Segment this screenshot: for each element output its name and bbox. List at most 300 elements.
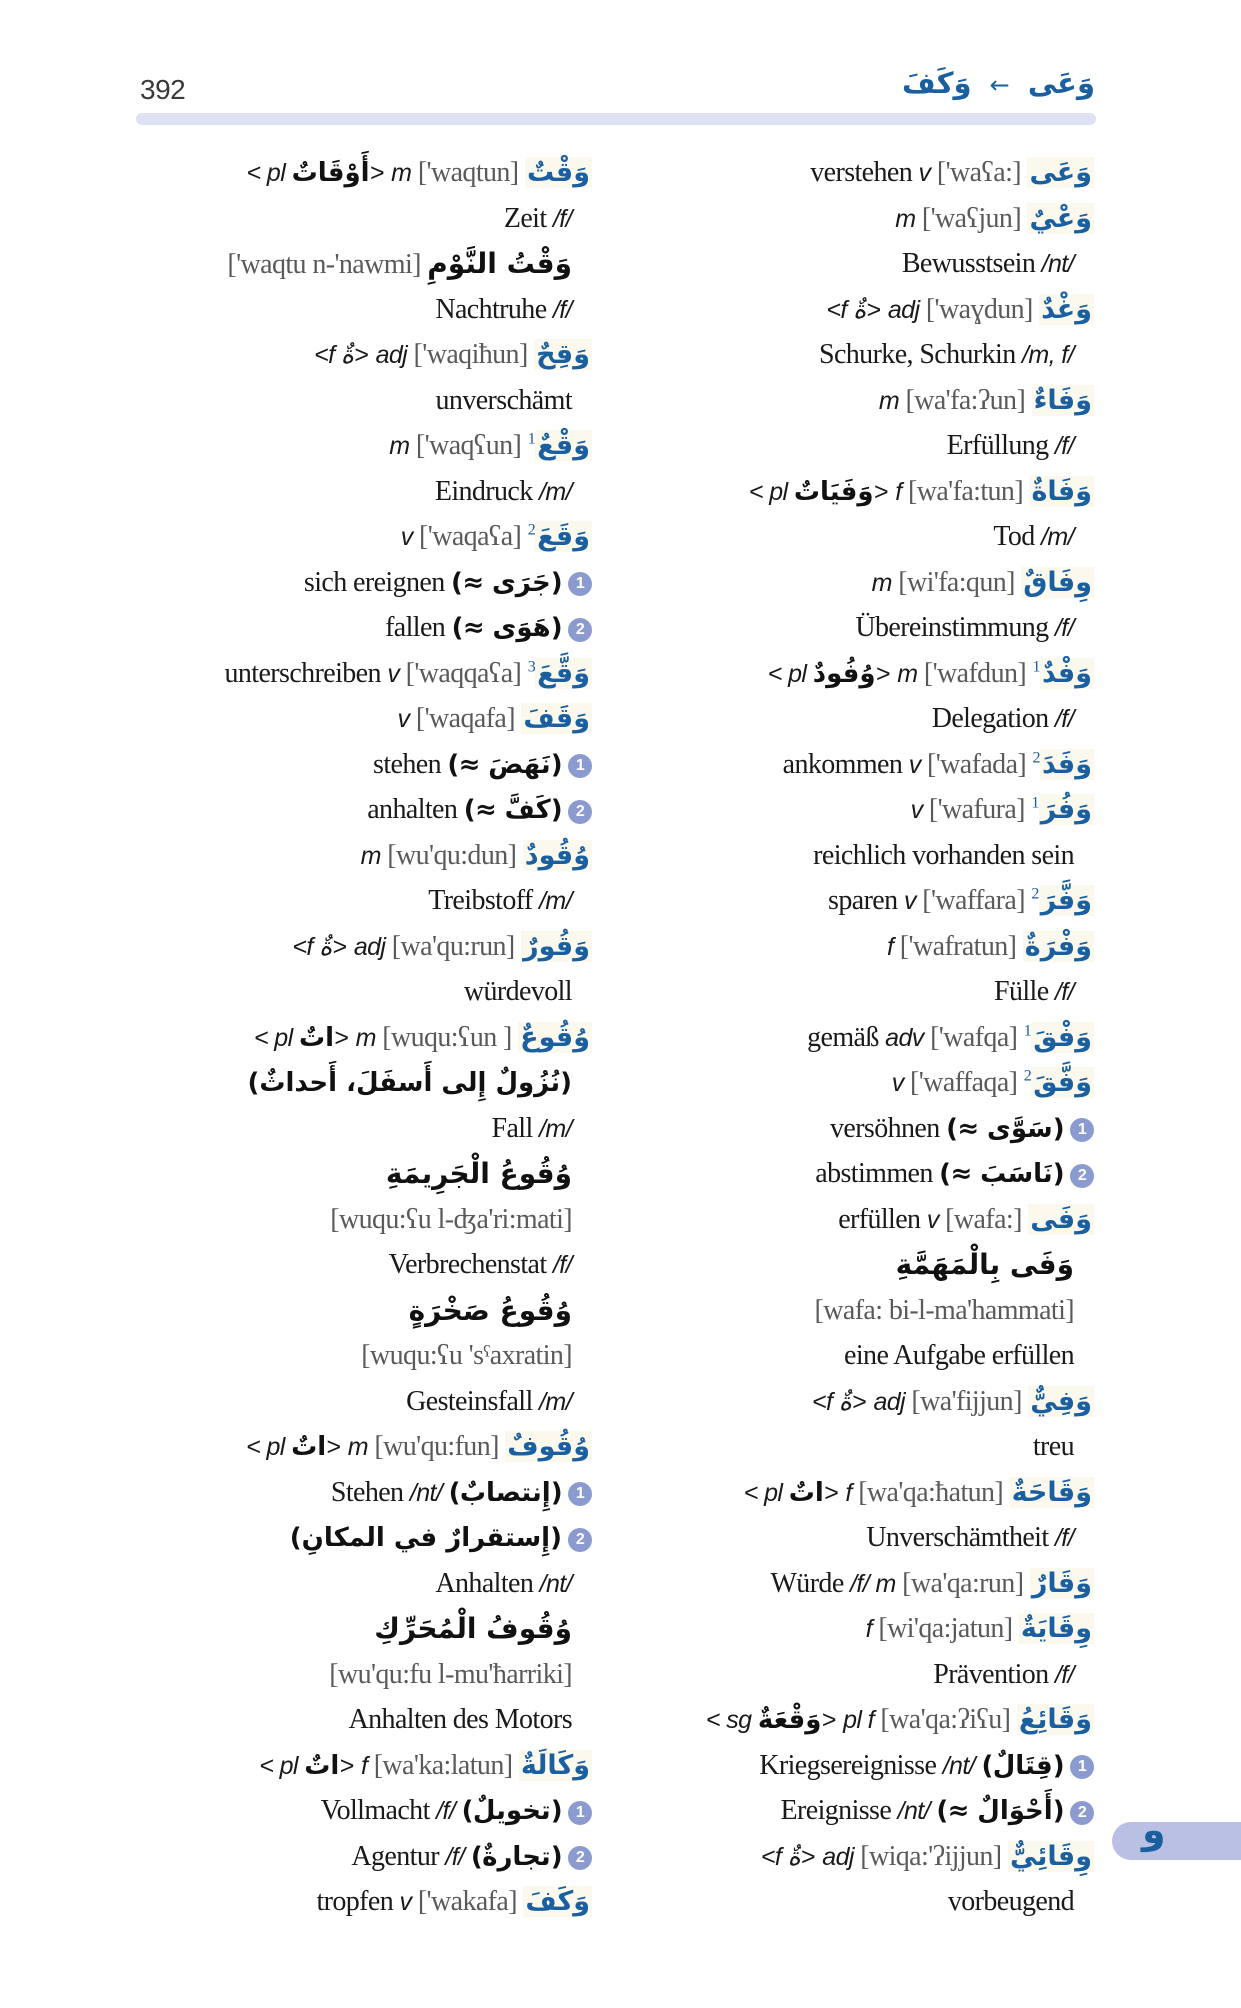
entry-line: [630, 1106, 1094, 1152]
thumb-index-tab[interactable]: [1112, 1808, 1241, 1860]
part-of-speech: f: [865, 1615, 872, 1643]
headword[interactable]: وَفَاةٌ: [1031, 475, 1092, 507]
entry-line: [630, 378, 1094, 424]
inflection-close: >: [339, 1751, 354, 1780]
translation: Verbrechenstat: [388, 1249, 547, 1280]
pronunciation: [wiqa:'ʔijjun]: [860, 1840, 1002, 1872]
sense-number-badge: 1: [568, 754, 592, 778]
pronunciation: [wa'qa:run]: [902, 1567, 1024, 1599]
entry-line: [132, 833, 592, 879]
headword[interactable]: وَقَفَ: [523, 703, 590, 734]
entry-line: [630, 469, 1094, 515]
entry-line: [630, 1515, 1094, 1561]
sense-number-badge: 2: [568, 800, 592, 824]
gender-label: /f/: [1054, 1524, 1074, 1552]
entry-line: [132, 1288, 592, 1334]
pronunciation: ['waqʕun]: [415, 430, 522, 461]
part-of-speech: m: [897, 659, 918, 688]
part-of-speech: adj: [375, 341, 408, 369]
headword[interactable]: وَقَّعَ: [537, 657, 590, 689]
homograph-number: 2: [1023, 1067, 1032, 1085]
translation: Stehen: [330, 1476, 404, 1508]
part-of-speech: m: [878, 386, 900, 415]
headword[interactable]: وَفُرَ: [1040, 794, 1092, 825]
entry-line: [132, 1015, 592, 1061]
headword[interactable]: وَقِحٌ: [536, 339, 590, 370]
translation: Vollmacht: [320, 1795, 430, 1826]
translation: unverschämt: [435, 384, 572, 416]
entry-line: [630, 1242, 1094, 1288]
translation: ankommen: [782, 748, 903, 780]
part-of-speech: m: [355, 1023, 376, 1052]
pronunciation: [wuqu:ʕun ]: [382, 1021, 512, 1053]
entry-line: [630, 150, 1094, 196]
gender-label: /f/: [1054, 432, 1074, 460]
translation: vorbeugend: [947, 1886, 1074, 1917]
entry-line: [630, 878, 1094, 924]
inflection-form: اتٌ: [291, 1432, 327, 1462]
synonym: (تجارةٌ): [470, 1841, 562, 1872]
arabic-phrase: وُقُوعُ صَخْرَةٍ: [408, 1293, 572, 1327]
translation: versöhnen: [829, 1112, 940, 1144]
headword[interactable]: وَقْتٌ: [526, 157, 590, 188]
synonym: (≈ أَحْوَالٌ): [936, 1796, 1064, 1826]
gender-label: /f/: [552, 204, 572, 233]
homograph-number: 1: [1032, 658, 1040, 676]
entry-line: [132, 742, 592, 788]
part-of-speech: v: [397, 705, 410, 733]
headword[interactable]: وَقَارٌ: [1031, 1567, 1092, 1599]
pronunciation: ['waffaqa]: [910, 1067, 1018, 1098]
translation: unterschreiben: [224, 657, 381, 689]
translation: verstehen: [810, 157, 913, 188]
gender-label: /m/: [539, 1114, 572, 1143]
part-of-speech: m: [895, 204, 916, 233]
headword[interactable]: وَقَاحَةٌ: [1011, 1476, 1092, 1508]
gender-label: /f/: [552, 295, 572, 324]
entry-line: [132, 560, 592, 606]
entry-line: [630, 1424, 1094, 1470]
feminine-form: <f ةٌ>: [826, 295, 881, 324]
translation: Unverschämtheit: [866, 1522, 1049, 1553]
entry-line: [630, 1743, 1094, 1789]
inflection-label: < sg: [705, 1706, 752, 1734]
entry-line: [132, 969, 592, 1015]
headword[interactable]: وِقَائِيٌّ: [1009, 1840, 1092, 1872]
entry-line: [132, 514, 592, 560]
arabic-phrase: وَفَى بِالْمَهَمَّةِ: [895, 1248, 1074, 1281]
part-of-speech: m: [360, 841, 381, 870]
pronunciation: ['wafdun]: [923, 657, 1027, 689]
part-of-speech: v: [400, 523, 413, 551]
entry-line: [630, 787, 1094, 833]
synonym: (نُزُولٌ إِلى أَسفَلَ، أَحداثٌ): [247, 1068, 572, 1098]
entry-line: [630, 1288, 1094, 1334]
inflection-close: >: [334, 1023, 349, 1052]
homograph-number: 2: [527, 521, 536, 539]
inflection-label: < pl: [253, 1023, 293, 1052]
gender-label: /f/: [445, 1842, 465, 1871]
part-of-speech: m: [389, 432, 410, 460]
pronunciation: ['wafqa]: [930, 1021, 1018, 1053]
translation: Schurke, Schurkin: [818, 339, 1016, 370]
part-of-speech: v: [918, 159, 931, 187]
homograph-number: 3: [527, 658, 536, 676]
part-of-speech: m: [871, 568, 892, 597]
gender-label: /nt/: [1041, 250, 1074, 278]
entry-line: [630, 651, 1094, 697]
headword[interactable]: وَفَى: [1030, 1203, 1092, 1235]
entry-line: [132, 924, 592, 970]
header-rule: [136, 113, 1096, 125]
entry-line: [630, 1333, 1094, 1379]
pronunciation: ['waqafa]: [415, 703, 515, 734]
sense-number-badge: 2: [568, 1528, 592, 1552]
headword[interactable]: وَفَاءٌ: [1033, 384, 1092, 416]
part-of-speech: f: [895, 477, 902, 506]
translation: Anhalten des Motors: [348, 1704, 572, 1735]
headword[interactable]: وَفِيٌّ: [1030, 1385, 1092, 1417]
inflection-form: وَقْعَةٌ: [757, 1705, 822, 1735]
synonym: (≈ سَوَّى): [946, 1113, 1064, 1144]
running-head-last-entry: وَكَفَ: [902, 66, 972, 100]
entry-line: [132, 1561, 592, 1607]
inflection-form: اتٌ: [788, 1477, 824, 1508]
translation: stehen: [373, 748, 441, 780]
entry-line: [132, 1515, 592, 1561]
thumb-index-letter: و: [1142, 1808, 1166, 1852]
pronunciation: ['waqtu n-'nawmi]: [227, 249, 421, 280]
pronunciation: ['waqtun]: [417, 157, 519, 188]
entry-line: [630, 423, 1094, 469]
entry-line: [630, 241, 1094, 287]
translation: Würde: [770, 1567, 844, 1599]
translation: sich ereignen: [303, 566, 445, 598]
headword[interactable]: وَقَائِعُ: [1018, 1704, 1092, 1735]
headword[interactable]: وُقُودٌ: [524, 839, 590, 871]
translation: treu: [1032, 1431, 1074, 1462]
headword[interactable]: وَفْرَةٌ: [1024, 930, 1092, 962]
entry-line: [132, 651, 592, 697]
entry-line: [132, 378, 592, 424]
headword[interactable]: وِقَايَةٌ: [1020, 1613, 1092, 1644]
translation: Übereinstimmung: [855, 612, 1049, 643]
entry-line: [132, 1106, 592, 1152]
pronunciation: ['waqqaʕa]: [405, 657, 522, 689]
headword[interactable]: وَقْعٌ: [537, 430, 590, 461]
entry-line: [132, 696, 592, 742]
entry-line: [630, 1652, 1094, 1698]
sense-number-badge: 1: [1070, 1118, 1094, 1142]
inflection-form: اتٌ: [298, 1022, 335, 1053]
headword[interactable]: وَقَعَ: [537, 521, 590, 552]
inflection-label: < pl: [748, 477, 788, 506]
entry-line: [132, 1197, 592, 1243]
entry-line: [132, 605, 592, 651]
translation: eine Aufgabe erfüllen: [844, 1340, 1074, 1371]
gender-label: /f/: [552, 1251, 572, 1279]
part-of-speech: f: [360, 1751, 368, 1780]
gender-label: /f/: [850, 1569, 870, 1598]
inflection-form: وَفَيَاتٌ: [793, 476, 874, 507]
entry-line: [630, 1379, 1094, 1425]
entry-line: [132, 1606, 592, 1652]
entry-line: [630, 1697, 1094, 1743]
gender-label: /f/: [1054, 614, 1074, 642]
arabic-phrase: وُقُوعُ الْجَرِيمَةِ: [385, 1157, 572, 1190]
entry-line: [630, 1060, 1094, 1106]
entry-line: [132, 1788, 592, 1834]
entry-line: [132, 787, 592, 833]
headword[interactable]: وُقُوعٌ: [520, 1021, 590, 1053]
headword[interactable]: وَقُورٌ: [523, 930, 590, 962]
translation: Eindruck: [434, 475, 533, 507]
translation: Agentur: [351, 1840, 439, 1872]
pronunciation: ['waqiħun]: [413, 339, 528, 370]
gender-label: /nt/: [942, 1751, 976, 1780]
entry-line: [630, 696, 1094, 742]
pronunciation: [wafa:]: [945, 1203, 1022, 1235]
headword[interactable]: وُقُوفٌ: [507, 1431, 590, 1462]
pronunciation: ['wafada]: [927, 748, 1027, 780]
part-of-speech: adv: [885, 1023, 924, 1052]
pronunciation: [wu'qu:fu l-mu'ħarriki]: [329, 1658, 572, 1690]
pronunciation: [wi'qa:jatun]: [878, 1613, 1013, 1644]
translation: Anhalten: [435, 1567, 534, 1599]
inflection-close: >: [821, 1706, 837, 1734]
entry-line: [132, 1470, 592, 1516]
entry-line: [132, 469, 592, 515]
pronunciation: [wa'qa:ʔiʕu]: [880, 1704, 1011, 1735]
entry-line: [630, 1834, 1094, 1880]
entry-line: [132, 1060, 592, 1106]
sense-number-badge: 1: [568, 1482, 592, 1506]
part-of-speech: m: [347, 1433, 368, 1461]
pronunciation: ['wafratun]: [899, 930, 1017, 962]
entry-line: [630, 1561, 1094, 1607]
pronunciation: ['wakafa]: [417, 1886, 517, 1917]
part-of-speech: f: [887, 932, 894, 961]
headword[interactable]: وِفَاقٌ: [1023, 566, 1092, 598]
entry-line: [132, 287, 592, 333]
homograph-number: 2: [1032, 749, 1040, 767]
entry-line: [132, 423, 592, 469]
gender-label: /f/: [1054, 705, 1074, 733]
pronunciation: [wi'fa:qun]: [898, 566, 1015, 598]
part-of-speech: adj: [873, 1387, 905, 1416]
headword[interactable]: وَكَفَ: [525, 1886, 590, 1917]
inflection-close: >: [875, 659, 891, 688]
translation: Tod: [993, 521, 1035, 552]
translation: gemäß: [807, 1021, 879, 1053]
feminine-form: <f ةٌ>: [292, 932, 347, 961]
headword[interactable]: وَفْدٌ: [1041, 657, 1092, 689]
entry-line: [630, 924, 1094, 970]
synonym: (≈ نَاسَبَ): [939, 1159, 1064, 1189]
feminine-form: <f ةٌ>: [314, 341, 369, 369]
entry-line: [630, 742, 1094, 788]
sense-number-badge: 2: [1070, 1801, 1094, 1825]
inflection-label: < pl: [246, 1433, 285, 1461]
synonym: (تخويلٌ): [461, 1796, 562, 1826]
translation: sparen: [828, 885, 898, 916]
entry-line: [630, 1015, 1094, 1061]
part-of-speech: v: [891, 1069, 904, 1097]
headword[interactable]: وَفْقَ: [1033, 1021, 1092, 1053]
entry-line: [630, 833, 1094, 879]
synonym: (≈ كَفَّ): [463, 795, 562, 825]
sense-number-badge: 2: [568, 618, 592, 642]
part-of-speech: adj: [822, 1842, 854, 1871]
gender-label: /f/: [1054, 978, 1074, 1006]
inflection-label: < pl: [246, 159, 286, 187]
entry-line: [630, 560, 1094, 606]
pronunciation: ['waʕjun]: [921, 202, 1022, 234]
synonym: (إِستقرارٌ في المكانِ): [289, 1523, 562, 1553]
entry-line: [132, 241, 592, 287]
translation: Bewusstsein: [901, 248, 1036, 279]
pronunciation: [wa'qu:run]: [391, 930, 515, 962]
entry-line: [630, 1197, 1094, 1243]
feminine-form: <f ةٌ>: [812, 1387, 867, 1416]
inflection-close: >: [326, 1433, 341, 1461]
inflection-form: وُفُودٌ: [812, 658, 876, 689]
synonym: (قِتَالٌ): [981, 1750, 1064, 1781]
pronunciation: [wa'ka:latun]: [373, 1749, 513, 1781]
feminine-form: <f ةٌ>: [760, 1842, 816, 1871]
entry-line: [132, 332, 592, 378]
pronunciation: [wa'fa:ʔun]: [905, 384, 1026, 416]
translation: Treibstoff: [428, 885, 533, 916]
inflection-close: >: [823, 1478, 839, 1507]
homograph-number: 1: [1031, 794, 1039, 812]
pronunciation: [wa'fijjun]: [911, 1385, 1022, 1417]
entry-line: [132, 1834, 592, 1880]
entry-line: [630, 1606, 1094, 1652]
gender-label: /f/: [1054, 1660, 1074, 1689]
entry-line: [132, 196, 592, 242]
page-number: 392: [140, 74, 186, 105]
headword[interactable]: وَفَدَ: [1041, 748, 1092, 780]
entry-line: [132, 1879, 592, 1925]
translation: Kriegsereignisse: [759, 1749, 937, 1781]
headword[interactable]: وَفَّقَ: [1033, 1067, 1092, 1098]
sense-number-badge: 2: [1070, 1164, 1094, 1188]
headword[interactable]: وَعَى: [1029, 157, 1092, 188]
inflection-close: >: [873, 477, 889, 506]
translation: Prävention: [933, 1658, 1049, 1690]
entry-line: [132, 1151, 592, 1197]
running-head-first-entry: وَعَى: [1027, 66, 1095, 100]
gender-label: /nt/: [539, 1569, 572, 1598]
right-column: [630, 150, 1094, 1925]
synonym: (≈ نَهَضَ): [447, 749, 562, 780]
inflection-label: < pl: [259, 1751, 298, 1780]
headword[interactable]: وَكَالَةٌ: [520, 1749, 590, 1781]
inflection-close: >: [369, 159, 385, 187]
pronunciation: [wuqu:ʕu l-ʤa'ri:mati]: [330, 1203, 572, 1235]
entry-line: [132, 1242, 592, 1288]
entry-line: [132, 1424, 592, 1470]
inflection-form: اتٌ: [304, 1750, 340, 1781]
gender-label: /m, f/: [1022, 341, 1074, 369]
translation: Fülle: [993, 976, 1049, 1007]
gender-label: /nt/: [409, 1478, 443, 1507]
entry-line: [630, 1788, 1094, 1834]
entry-line: [630, 1151, 1094, 1197]
homograph-number: 2: [1031, 885, 1039, 903]
translation: reichlich vorhanden sein: [813, 839, 1074, 871]
homograph-number: 1: [527, 430, 536, 448]
sense-number-badge: 1: [568, 572, 592, 596]
translation: abstimmen: [815, 1158, 933, 1189]
translation: Erfüllung: [946, 430, 1049, 461]
part-of-speech: v: [908, 750, 921, 779]
translation: fallen: [385, 612, 446, 643]
translation: Delegation: [931, 703, 1049, 734]
pronunciation: [wa'fa:tun]: [907, 475, 1024, 507]
translation: würdevoll: [463, 976, 572, 1007]
headword[interactable]: وَعْيٌ: [1029, 202, 1092, 234]
sense-number-badge: 1: [568, 1801, 592, 1825]
gender-label: /m/: [539, 1387, 572, 1416]
translation: Zeit: [503, 202, 547, 234]
translation: tropfen: [316, 1886, 394, 1917]
part-of-speech: m: [875, 1569, 896, 1598]
pronunciation: ['waqaʕa]: [419, 521, 522, 552]
entry-line: [132, 1379, 592, 1425]
sense-number-badge: 2: [568, 1846, 592, 1870]
synonym: (≈ جَرَى): [451, 567, 562, 598]
headword[interactable]: وَفَّرَ: [1040, 885, 1092, 916]
part-of-speech: pl f: [843, 1706, 875, 1734]
pronunciation: [wu'qu:fun]: [374, 1431, 499, 1462]
translation: anhalten: [367, 794, 458, 825]
gender-label: /f/: [436, 1797, 456, 1825]
entry-line: [630, 332, 1094, 378]
entry-line: [630, 196, 1094, 242]
sense-number-badge: 1: [1070, 1755, 1094, 1779]
running-head: [902, 66, 1095, 100]
part-of-speech: v: [903, 887, 916, 915]
gender-label: /m/: [539, 887, 572, 915]
part-of-speech: v: [926, 1205, 939, 1234]
part-of-speech: v: [910, 796, 923, 824]
inflection-label: < pl: [767, 659, 807, 688]
entry-line: [630, 1470, 1094, 1516]
translation: Ereignisse: [780, 1795, 892, 1826]
gender-label: /m/: [539, 477, 572, 506]
pronunciation: ['waffara]: [922, 885, 1025, 916]
part-of-speech: m: [391, 159, 412, 187]
translation: erfüllen: [838, 1203, 921, 1235]
part-of-speech: f: [845, 1478, 852, 1507]
translation: Nachtruhe: [435, 293, 547, 325]
pronunciation: [wafa: bi-l-ma'hammati]: [814, 1294, 1074, 1326]
headword[interactable]: وَغْدٌ: [1041, 293, 1092, 325]
part-of-speech: v: [399, 1888, 412, 1916]
entry-line: [132, 1743, 592, 1789]
part-of-speech: adj: [353, 932, 386, 961]
entry-line: [630, 1879, 1094, 1925]
left-column: [132, 150, 592, 1925]
pronunciation: [wuqu:ʕu 'sˤaxratin]: [361, 1340, 572, 1371]
pronunciation: [wa'qa:ħatun]: [858, 1476, 1004, 1508]
pronunciation: [wu'qu:dun]: [387, 839, 517, 871]
entry-line: [132, 150, 592, 196]
inflection-label: < pl: [743, 1478, 783, 1507]
entry-line: [630, 605, 1094, 651]
